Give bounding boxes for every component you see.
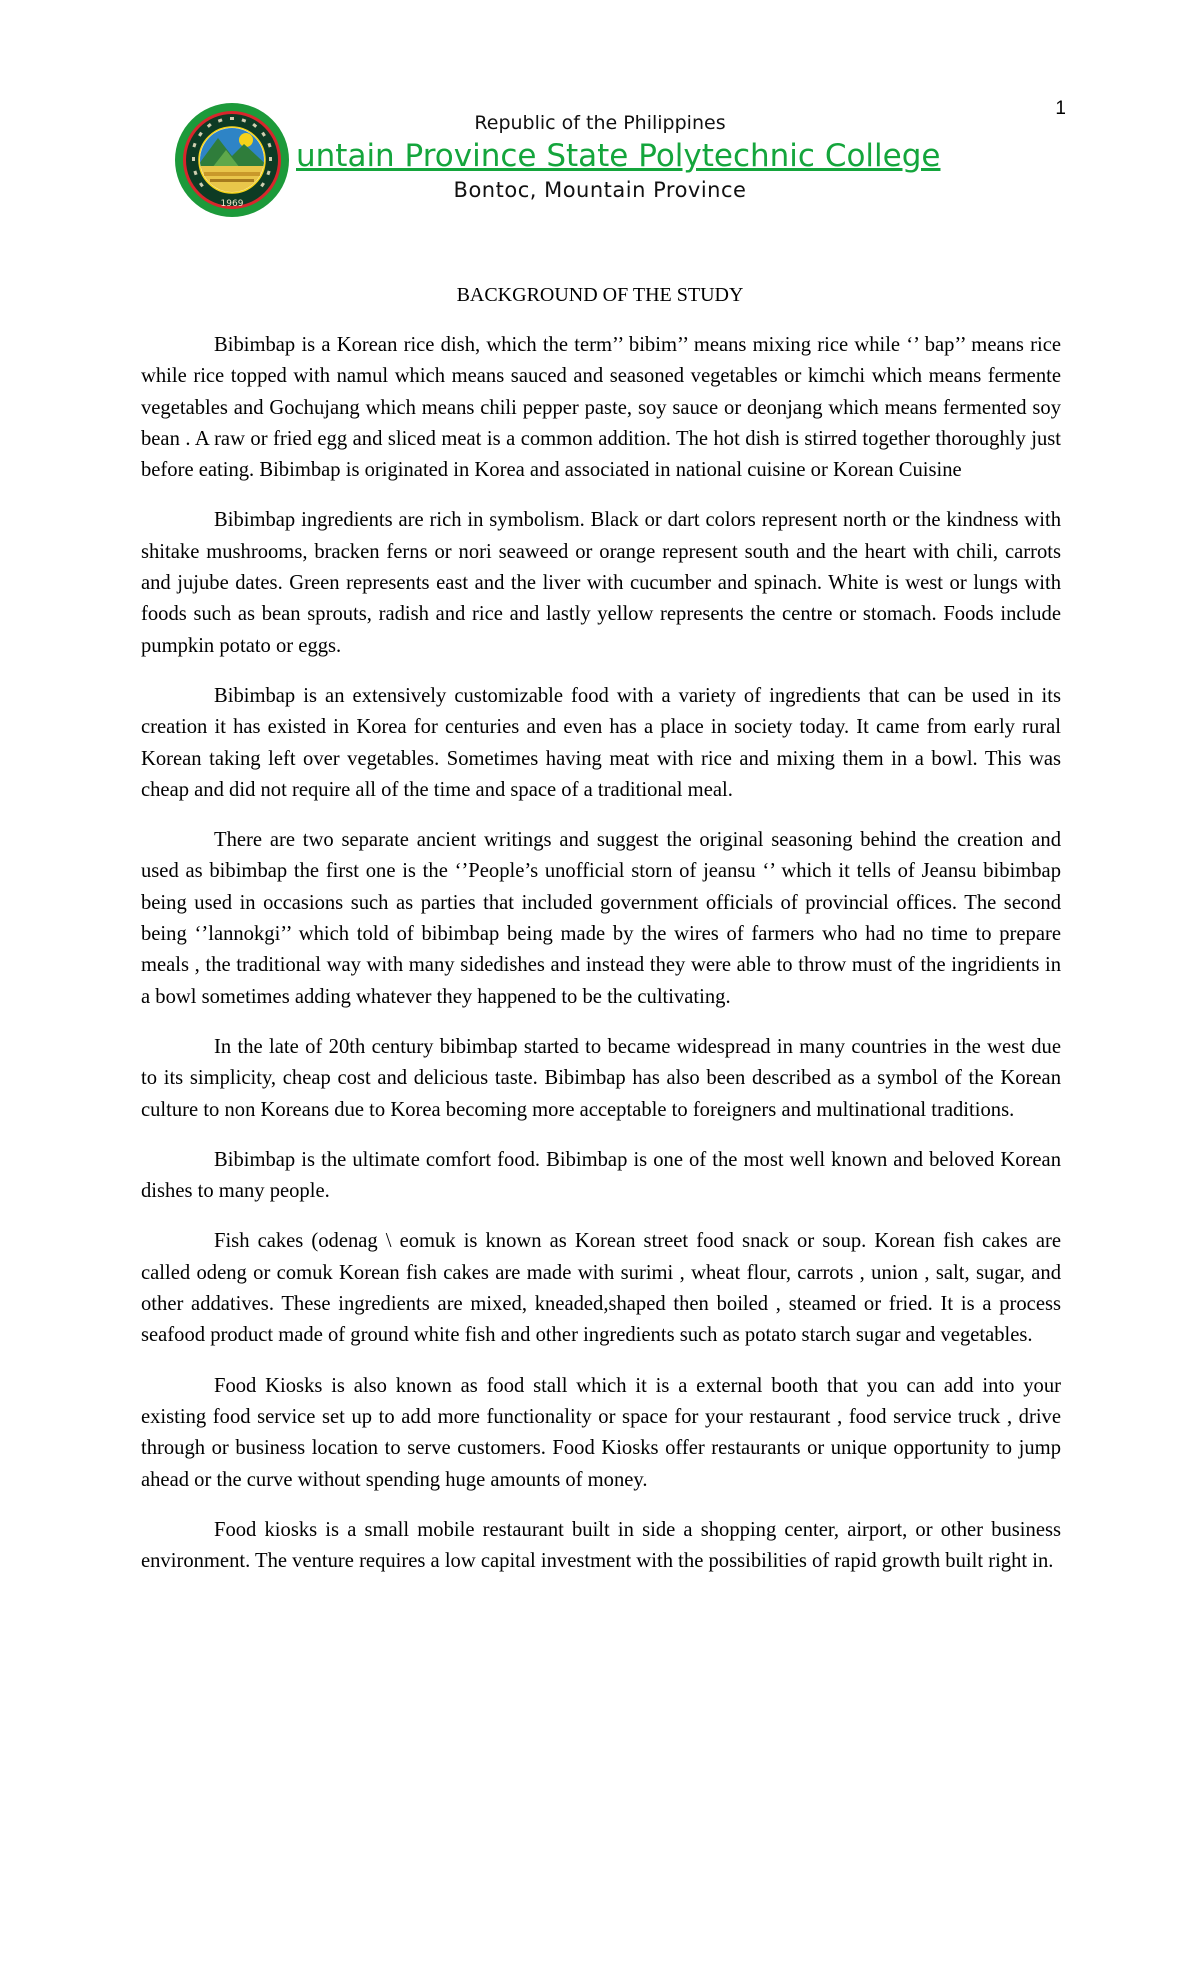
paragraph: Fish cakes (odenag \ eomuk is known as Korean street food snack or soup. Korean fish cakes are called odeng or comuk Korean fish cakes are made with surimi , wheat flour, carrots , union , salt, sugar, and other addatives. These ingredients are mixed, kneaded,shaped then boiled , steamed or fried. It is a process seafood product made of ground white fish and other ingredients such as potato starch sugar and vegetables. — [141, 1230, 1061, 1347]
paragraph: In the late of 20th century bibimbap started to became widespread in many countries in the west due to its simplicity, cheap cost and delicious taste. Bibimbap has also been described as a symbol of the Korean culture to non Koreans due to Korea becoming more acceptable to foreigners and multinational traditions. — [141, 1035, 1061, 1121]
paragraph: Bibimbap ingredients are rich in symbolism. Black or dart colors represent north or the kindness with shitake mushrooms, bracken ferns or nori seaweed or orange represent south and the heart with chili, carrots and jujube dates. Green represents east and the liver with cucumber and spinach. White is west or lungs with foods such as bean sprouts, radish and rice and lastly yellow represents the centre or stomach. Foods include pumpkin potato or eggs. — [141, 509, 1061, 657]
body-text — [141, 330, 1061, 1596]
paragraph: Bibimbap is an extensively customizable food with a variety of ingredients that can be used in its creation it has existed in Korea for centuries and even has a place in society today. It came from early rural Korean taking left over vegetables. Sometimes having meat with rice and mixing them in a bowl. This was cheap and did not require all of the time and space of a traditional meal. — [141, 684, 1061, 801]
letterhead-republic: Republic of the Philippines — [474, 112, 726, 134]
seal-year: 1969 — [220, 199, 244, 209]
paragraph: There are two separate ancient writings and suggest the original seasoning behind the creation and used as bibimbap the first one is the ‘’People’s unofficial storn of jeansu ‘’ which it tells of Jeansu bibimbap being used in occasions such as parties that included government officials of provincial offices. The second being ‘’lannokgi’’ which told of bibimbap being made by the wires of farmers who had no time to prepare meals , the traditional way with many sidedishes and instead they were able to throw must of the ingridients in a bowl sometimes adding whatever they happened to be the cultivating. — [141, 829, 1061, 1008]
paragraph: Food Kiosks is also known as food stall which it is a external booth that you can add into your existing food service set up to add more functionality or space for your restaurant , food service truck , drive through or business location to serve customers. Food Kiosks offer restaurants or unique opportunity to jump ahead or the curve without spending huge amounts of money. — [141, 1374, 1061, 1491]
page-number: 1 — [1055, 98, 1066, 119]
letterhead-college-name: untain Province State Polytechnic College — [296, 138, 941, 174]
paragraph: Bibimbap is the ultimate comfort food. Bibimbap is one of the most well known and beloved Korean dishes to many people. — [141, 1148, 1061, 1203]
letterhead-location: Bontoc, Mountain Province — [453, 178, 747, 202]
section-title: BACKGROUND OF THE STUDY — [456, 284, 744, 306]
paragraph: Bibimbap is a Korean rice dish, which the term’’ bibim’’ means mixing rice while ‘’ bap’’ means rice while rice topped with namul which means sauced and seasoned vegetables or kimchi which means fermente vegetables and Gochujang which means chili pepper paste, soy sauce or deonjang which means fermented soy bean . A raw or fried egg and sliced meat is a common addition. The hot dish is stirred together thoroughly just before eating. Bibimbap is originated in Korea and associated in national cuisine or Korean Cuisine — [141, 334, 1061, 482]
paragraph: Food kiosks is a small mobile restaurant built in side a shopping center, airport, or other business environment. The venture requires a low capital investment with the possibilities of rapid growth built right in. — [141, 1518, 1061, 1573]
